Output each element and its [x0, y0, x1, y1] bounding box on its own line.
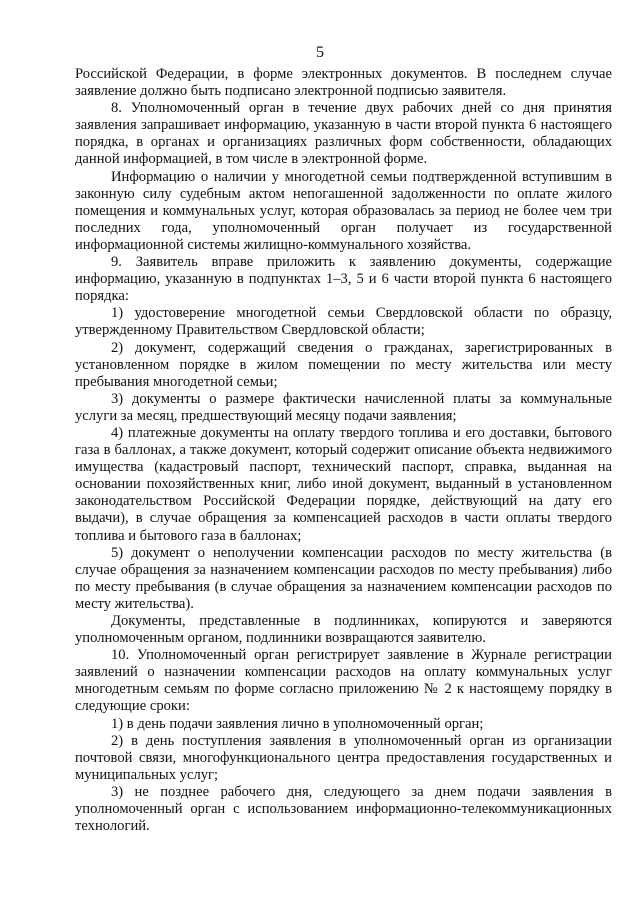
- list-item: 3) документы о размере фактически начисленной платы за коммунальные услуги за месяц, предшествующий месяцу подачи заявления;: [75, 390, 612, 424]
- body-text: [75, 66, 612, 835]
- paragraph: Документы, представленные в подлинниках, копируются и заверяются уполномоченным органом, подлинники возвращаются заявителю.: [75, 613, 612, 647]
- list-item: 5) документ о неполучении компенсации расходов по месту жительства (в случае обращения за назначением компенсации расходов по месту пребывания) либо по месту пребывания (в случае обращения за назначением компенсации расходов по месту жительства).: [75, 544, 612, 612]
- paragraph: 10. Уполномоченный орган регистрирует заявление в Журнале регистрации заявлений о назначении компенсации расходов на оплату коммунальных услуг многодетным семьям по форме согласно приложению № 2 к настоящему порядку в следующие сроки:: [75, 647, 612, 715]
- page-number: 5: [316, 44, 324, 61]
- list-item: 3) не позднее рабочего дня, следующего за днем подачи заявления в уполномоченный орган с использованием информационно-телекоммуникационных технологий.: [75, 783, 612, 835]
- list-item: 2) в день поступления заявления в уполномоченный орган из организации почтовой связи, многофункционального центра предоставления государственных и муниципальных услуг;: [75, 732, 612, 783]
- paragraph: 8. Уполномоченный орган в течение двух рабочих дней со дня принятия заявления запрашивает информацию, указанную в части второй пункта 6 настоящего порядка, в органах и организациях различных форм собственности, обладающих данной информацией, в том числе в электронной форме.: [75, 100, 612, 168]
- paragraph: Российской Федерации, в форме электронных документов. В последнем случае заявление должно быть подписано электронной подписью заявителя.: [75, 66, 612, 100]
- paragraph: 9. Заявитель вправе приложить к заявлению документы, содержащие информацию, указанную в подпунктах 1–3, 5 и 6 части второй пункта 6 настоящего порядка:: [75, 254, 612, 305]
- paragraph: Информацию о наличии у многодетной семьи подтвержденной вступившим в законную силу судебным актом непогашенной задолженности по оплате жилого помещения и коммунальных услуг, которая образовалась за период не более чем три последних года, уполномоченный орган получает из государственной информационной системы жилищно-коммунального хозяйства.: [75, 168, 612, 253]
- list-item: 1) удостоверение многодетной семьи Свердловской области по образцу, утвержденному Правительством Свердловской области;: [75, 305, 612, 339]
- list-item: 4) платежные документы на оплату твердого топлива и его доставки, бытового газа в баллонах, а также документ, который содержит описание объекта недвижимого имущества (кадастровый паспорт, технический паспорт, справка, выданная на основании похозяйственных книг, либо иной документ, выданный в установленном законодательством Российской Федерации порядке, действующий на дату его выдачи), в случае обращения за компенсацией расходов в части оплаты твердого топлива и бытового газа в баллонах;: [75, 424, 612, 544]
- list-item: 2) документ, содержащий сведения о гражданах, зарегистрированных в установленном порядке в жилом помещении по месту жительства или месту пребывания многодетной семьи;: [75, 339, 612, 390]
- list-item: 1) в день подачи заявления лично в уполномоченный орган;: [111, 715, 484, 732]
